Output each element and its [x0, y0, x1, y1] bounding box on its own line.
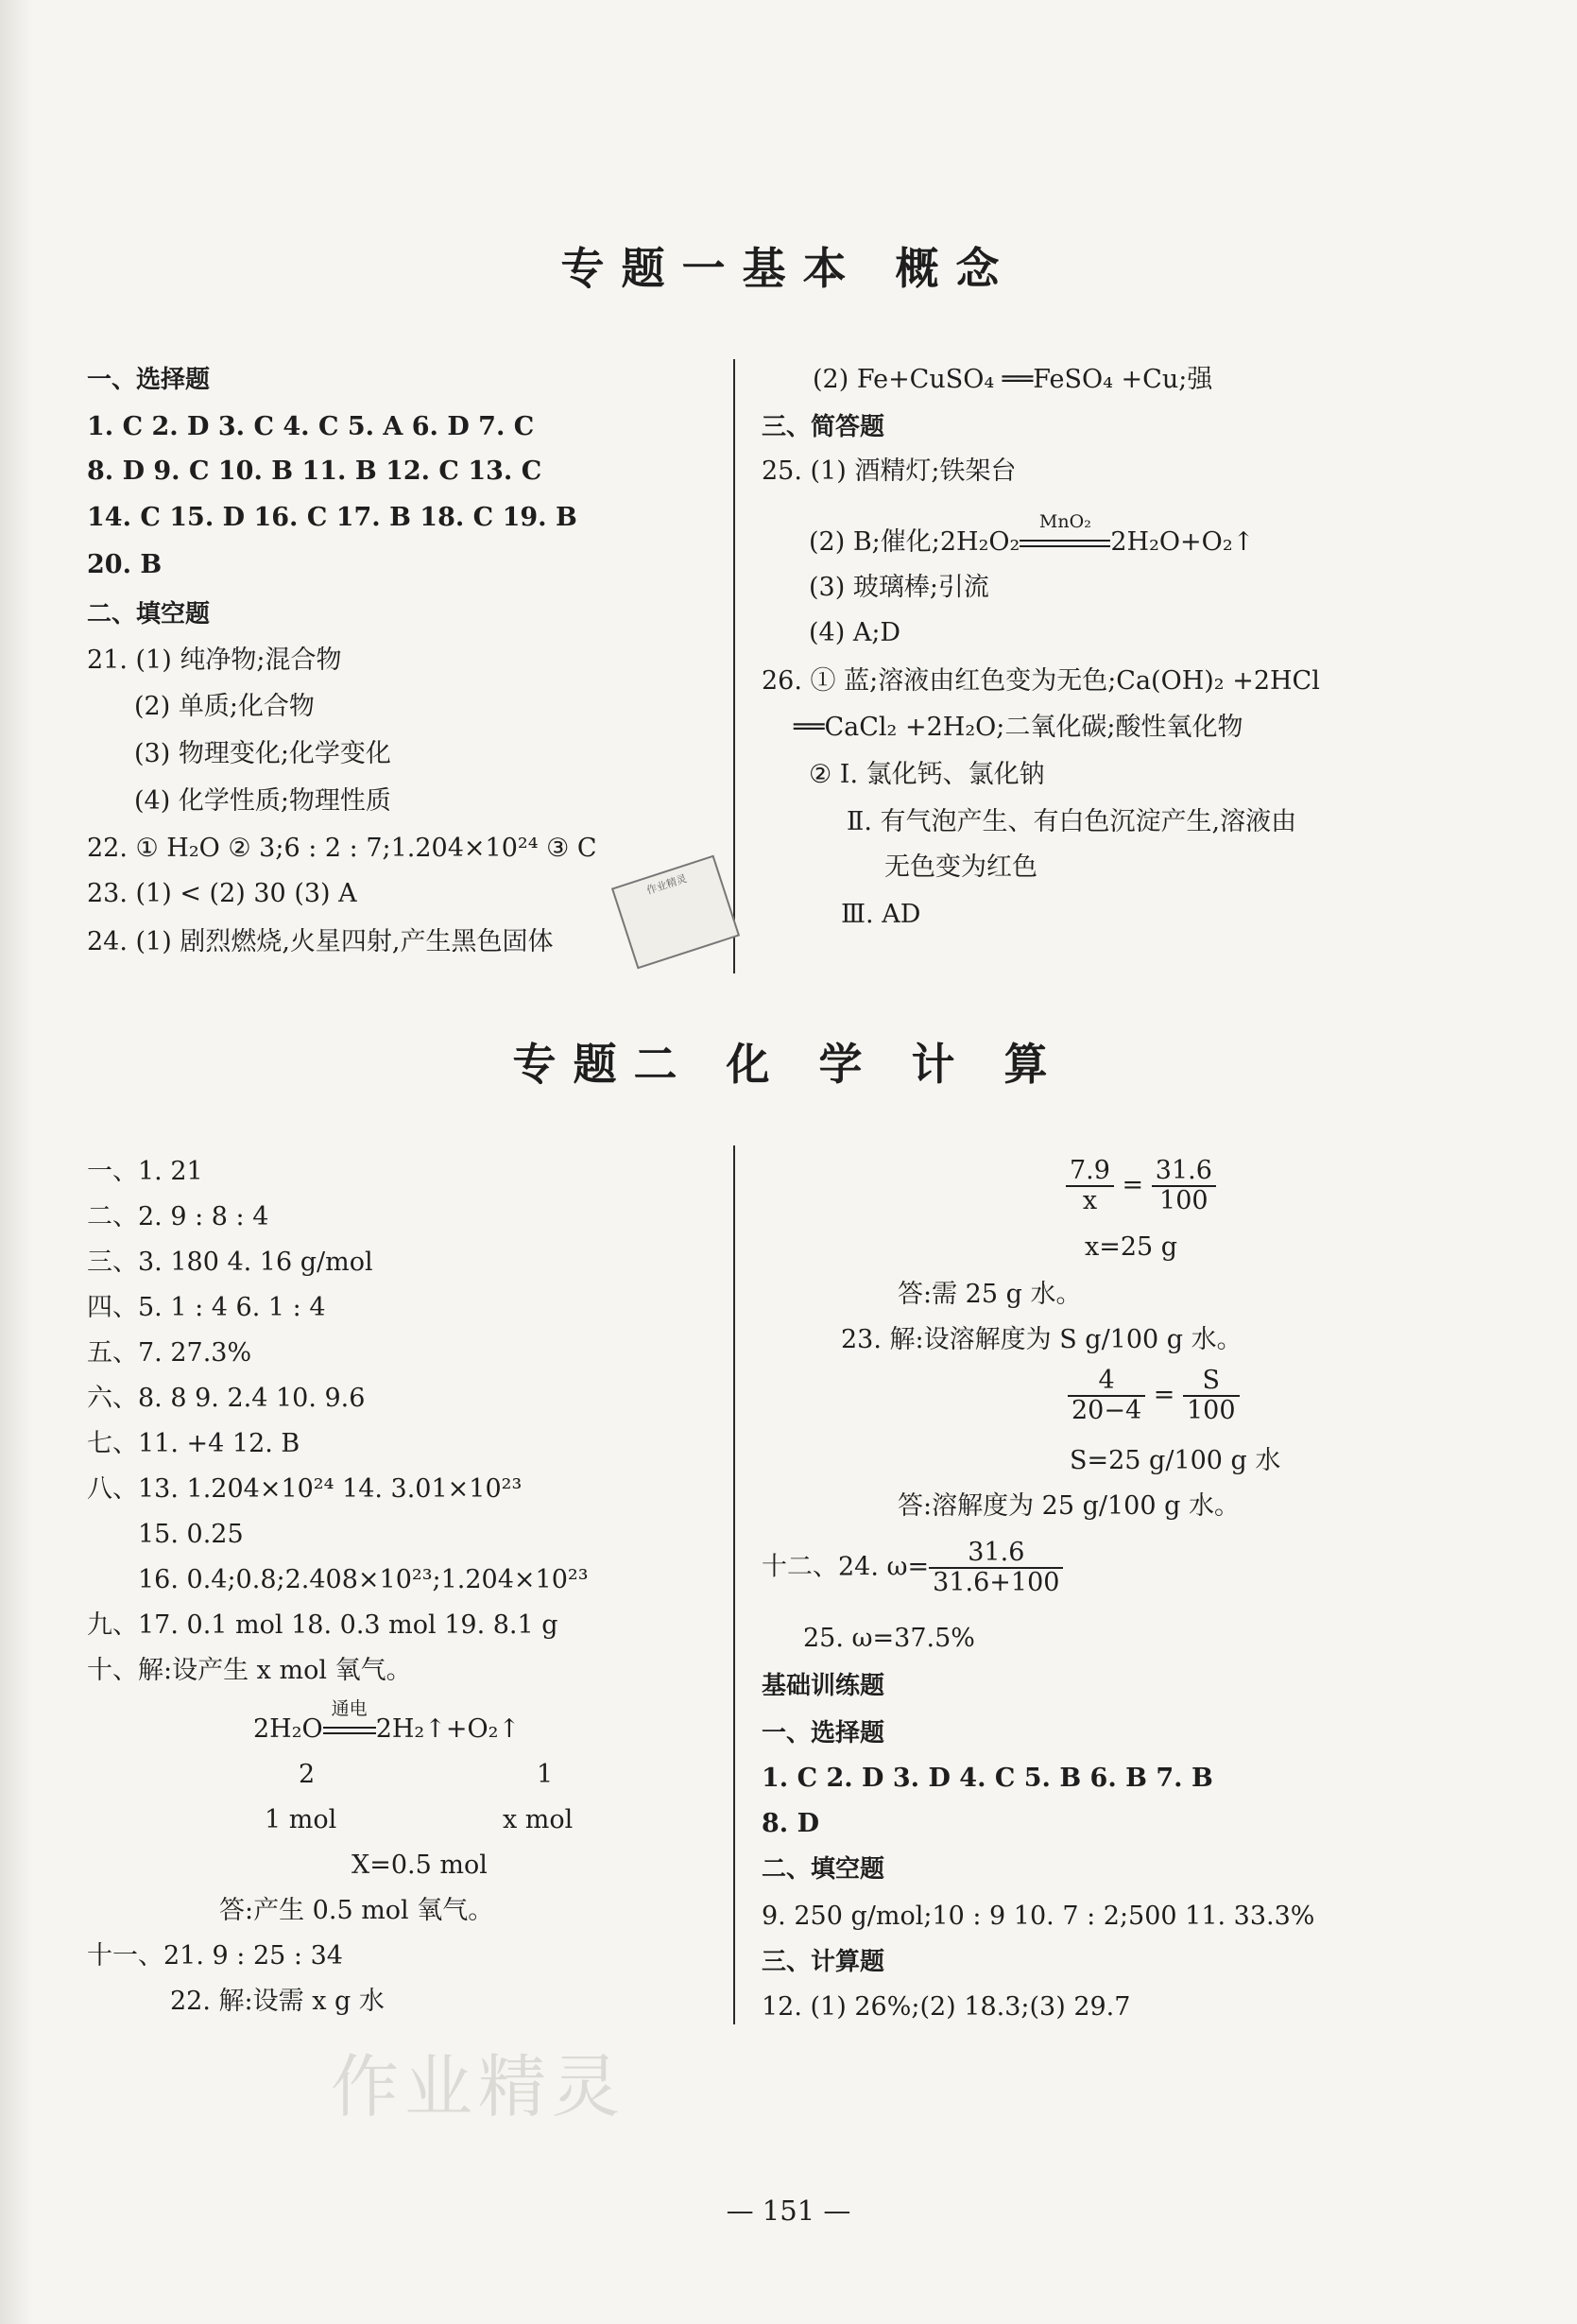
answer-line: 九、17. 0.1 mol 18. 0.3 mol 19. 8.1 g: [87, 1610, 558, 1640]
answer-line: 15. 0.25: [138, 1520, 244, 1549]
result: S=25 g/100 g 水: [1070, 1446, 1281, 1475]
answer-line: 25. (1) 酒精灯;铁架台: [762, 456, 1017, 486]
answer-line: 七、11. +4 12. B: [87, 1429, 300, 1458]
answer-line: 二、2. 9 : 8 : 4: [87, 1202, 269, 1231]
answer-line: 22. ① H₂O ② 3;6 : 2 : 7;1.204×10²⁴ ③ C: [87, 834, 597, 863]
electrolysis-equation: 2H₂O 通电 2H₂↑+O₂↑: [253, 1713, 520, 1747]
section-heading: 一、选择题: [762, 1719, 885, 1747]
coefficient: 1: [537, 1760, 554, 1789]
amount: 1 mol: [265, 1805, 337, 1834]
fraction: $\frac{31.6}{100}$: [1152, 1157, 1216, 1215]
section-heading: 二、填空题: [87, 600, 211, 628]
proportion-1: $\frac{7.9}{x}$ = $\frac{31.6}{100}$: [1066, 1157, 1216, 1215]
answer-line: 答:产生 0.5 mol 氧气。: [219, 1896, 494, 1925]
answer-line: 十一、21. 9 : 25 : 34: [87, 1941, 343, 1971]
answer-line: 六、8. 8 9. 2.4 10. 9.6: [87, 1384, 366, 1413]
answer-line: (2) 单质;化合物: [134, 692, 315, 721]
answer-line: (2) B;催化;2H₂O₂ MnO₂ 2H₂O+O₂↑: [809, 525, 1254, 559]
answer-line: 十二、24. ω= $\frac{31.6}{31.6+100}$: [762, 1539, 1063, 1597]
answer-line: 25. ω=37.5%: [803, 1624, 975, 1653]
answer-line: 14. C 15. D 16. C 17. B 18. C 19. B: [87, 503, 577, 532]
answer-line: 答:需 25 g 水。: [898, 1280, 1082, 1309]
answer-line: 答:溶解度为 25 g/100 g 水。: [898, 1491, 1240, 1521]
answer-line: 26. ① 蓝;溶液由红色变为无色;Ca(OH)₂ +2HCl: [762, 666, 1320, 696]
answer-line: 1. C 2. D 3. D 4. C 5. B 6. B 7. B: [762, 1764, 1213, 1793]
watermark: 作业精灵: [331, 2047, 626, 2126]
fraction: $\frac{S}{100}$: [1183, 1367, 1240, 1425]
result: X=0.5 mol: [351, 1851, 488, 1880]
column-divider-1: [733, 359, 735, 973]
answer-line: 20. B: [87, 550, 163, 579]
page-number: — 151 —: [726, 2195, 851, 2227]
topic1-title: 专题一基本 概念: [560, 243, 1017, 294]
answer-line: 三、3. 180 4. 16 g/mol: [87, 1248, 373, 1277]
answer-line: 12. (1) 26%;(2) 18.3;(3) 29.7: [762, 1992, 1131, 2022]
answer-line: Ⅱ. 有气泡产生、有白色沉淀产生,溶液由: [847, 807, 1297, 836]
answer-line: (4) 化学性质;物理性质: [134, 786, 391, 816]
coefficient: 2: [299, 1760, 316, 1789]
answer-line: 8. D 9. C 10. B 11. B 12. C 13. C: [87, 456, 542, 486]
answer-line: ② Ⅰ. 氯化钙、氯化钠: [809, 760, 1045, 789]
answer-line: ══CaCl₂ +2H₂O;二氧化碳;酸性氧化物: [794, 713, 1243, 742]
stamp: 作业精灵: [611, 855, 740, 970]
answer-line: 24. (1) 剧烈燃烧,火星四射,产生黑色固体: [87, 927, 554, 956]
answer-line: 23. (1) < (2) 30 (3) A: [87, 879, 357, 908]
answer-line: (3) 玻璃棒;引流: [809, 573, 989, 602]
fraction: $\frac{4}{20-4}$: [1068, 1367, 1145, 1425]
column-divider-2: [733, 1145, 735, 2024]
amount: x mol: [503, 1805, 574, 1834]
answer-line: 五、7. 27.3%: [87, 1338, 252, 1368]
section-heading: 一、选择题: [87, 366, 211, 394]
answer-line: 四、5. 1 : 4 6. 1 : 4: [87, 1293, 326, 1322]
topic2-title: 专题二 化 学 计 算: [512, 1039, 1065, 1090]
answer-line: (4) A;D: [809, 618, 901, 647]
answer-line: Ⅲ. AD: [841, 900, 921, 929]
proportion-2: $\frac{4}{20-4}$ = $\frac{S}{100}$: [1068, 1367, 1240, 1425]
fraction: $\frac{31.6}{31.6+100}$: [929, 1539, 1063, 1597]
section-heading: 三、简答题: [762, 413, 885, 441]
answer-line: (3) 物理变化;化学变化: [134, 739, 391, 768]
answer-line: 16. 0.4;0.8;2.408×10²³;1.204×10²³: [138, 1565, 589, 1594]
answer-line: (2) Fe+CuSO₄ ══FeSO₄ +Cu;强: [813, 365, 1213, 394]
fraction: $\frac{7.9}{x}$: [1066, 1157, 1114, 1215]
answer-line: 1. C 2. D 3. C 4. C 5. A 6. D 7. C: [87, 412, 535, 441]
answer-line: 21. (1) 纯净物;混合物: [87, 646, 342, 675]
answer-line: 23. 解:设溶解度为 S g/100 g 水。: [841, 1325, 1243, 1354]
section-heading: 基础训练题: [762, 1672, 885, 1700]
reaction-condition: 通电: [323, 1713, 376, 1747]
section-heading: 二、填空题: [762, 1855, 885, 1884]
result: x=25 g: [1085, 1232, 1178, 1262]
answer-line: 8. D: [762, 1809, 820, 1838]
answer-line: 一、1. 21: [87, 1157, 203, 1186]
section-heading: 三、计算题: [762, 1948, 885, 1976]
answer-line: 十、解:设产生 x mol 氧气。: [87, 1656, 412, 1685]
answer-line: 22. 解:设需 x g 水: [170, 1987, 385, 2016]
page-edge: [0, 0, 32, 2324]
catalyst-condition: MnO₂: [1020, 525, 1110, 559]
answer-line: 无色变为红色: [884, 852, 1037, 882]
answer-line: 9. 250 g/mol;10 : 9 10. 7 : 2;500 11. 33.3%: [762, 1902, 1315, 1931]
answer-line: 八、13. 1.204×10²⁴ 14. 3.01×10²³: [87, 1474, 523, 1504]
